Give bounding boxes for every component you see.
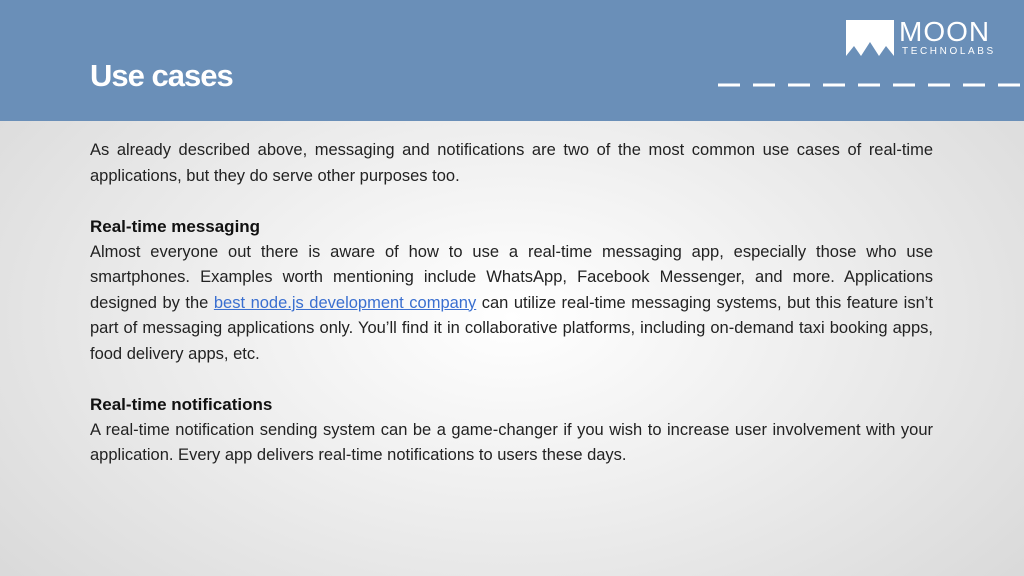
logo-name: MOON bbox=[899, 16, 991, 47]
spacer bbox=[90, 189, 933, 214]
messaging-text-before-link: Almost everyone out there is aware of how to use a real-time messaging app, especially those who use smartphones. Examples worth mentioning include WhatsApp, Facebook Messenger, and more. Applications designed by the bbox=[90, 242, 933, 312]
logo-subtitle: TECHNOLABS bbox=[902, 46, 996, 57]
spacer bbox=[90, 367, 933, 392]
messaging-text-after-link: can utilize real-time messaging systems, but this feature isn’t part of messaging applications only. You’ll find it in collaborative platforms, including on-demand taxi booking apps, food delivery apps, etc. bbox=[90, 293, 934, 363]
section-heading-messaging: Real-time messaging bbox=[90, 217, 261, 236]
page-title: Use cases bbox=[90, 58, 233, 93]
header-bar bbox=[0, 0, 1024, 121]
company-logo[interactable] bbox=[846, 18, 1006, 60]
section-heading-notifications: Real-time notifications bbox=[90, 395, 273, 414]
dashed-line-decoration bbox=[716, 80, 1024, 90]
messaging-paragraph bbox=[90, 240, 933, 368]
intro-paragraph: As already described above, messaging and notifications are two of the most common use cases of real-time applications, but they do serve other purposes too. bbox=[90, 141, 933, 185]
content-body bbox=[90, 138, 933, 469]
notifications-paragraph: A real-time notification sending system can be a game-changer if you wish to increase user involvement with your application. Every app delivers real-time notifications to users these days. bbox=[90, 420, 933, 464]
company-link[interactable]: best node.js development company bbox=[213, 293, 477, 312]
moon-logo-icon bbox=[846, 20, 894, 58]
